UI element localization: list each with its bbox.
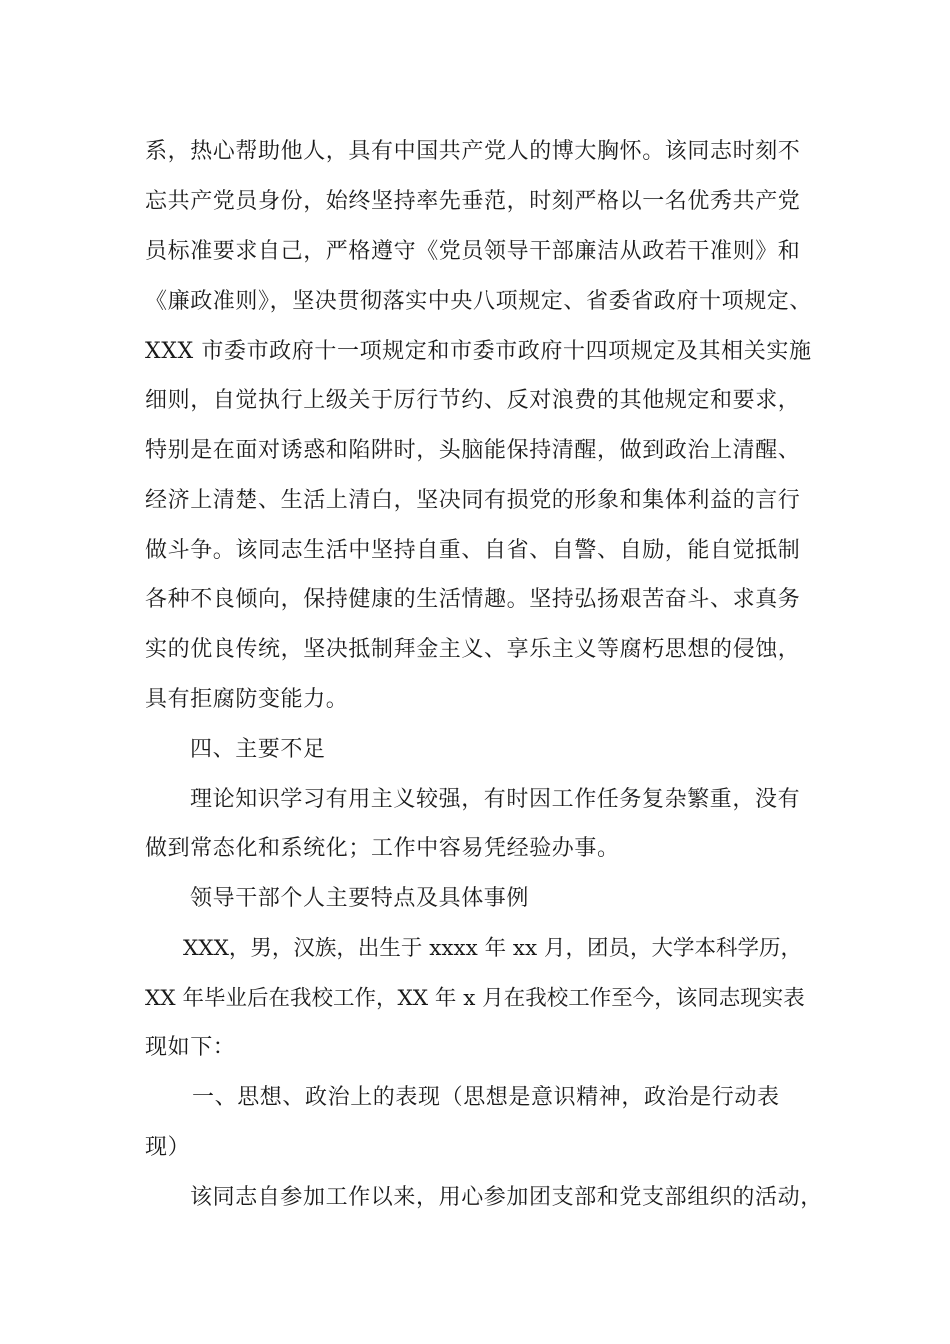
text-line: 实的优良传统，坚决抵制拜金主义、享乐主义等腐朽思想的侵蚀， <box>145 637 801 662</box>
text-line: 具有拒腐防变能力。 <box>145 687 349 712</box>
section-heading: 一、思想、政治上的表现（思想是意识精神，政治是行动表 <box>192 1085 780 1110</box>
text-line: 员标准要求自己，严格遵守《党员领导干部廉洁从政若干准则》和 <box>145 239 801 264</box>
text-line: XX 年毕业后在我校工作，XX 年 x 月在我校工作至今，该同志现实表 <box>145 986 805 1011</box>
text-line: 《廉政准则》，坚决贯彻落实中央八项规定、省委省政府十项规定、 <box>145 289 813 314</box>
text-line: 特别是在面对诱惑和陷阱时，头脑能保持清醒，做到政治上清醒、 <box>145 438 801 463</box>
text-line: 做斗争。该同志生活中坚持自重、自省、自警、自励，能自觉抵制 <box>145 538 801 563</box>
text-line: 各种不良倾向，保持健康的生活情趣。坚持弘扬艰苦奋斗、求真务 <box>145 587 801 612</box>
text-line: 现如下： <box>145 1035 236 1060</box>
text-line: 经济上清楚、生活上清白，坚决同有损党的形象和集体利益的言行 <box>145 488 801 513</box>
text-line: 细则，自觉执行上级关于厉行节约、反对浪费的其他规定和要求， <box>145 388 801 413</box>
text-line: 做到常态化和系统化；工作中容易凭经验办事。 <box>145 836 620 861</box>
text-line: 现） <box>145 1135 191 1160</box>
paragraph-first-line: 理论知识学习有用主义较强，有时因工作任务复杂繁重，没有 <box>190 787 801 812</box>
text-line: 忘共产党员身份，始终坚持率先垂范，时刻严格以一名优秀共产党 <box>145 189 801 214</box>
text-line: 系，热心帮助他人，具有中国共产党人的博大胸怀。该同志时刻不 <box>145 139 801 164</box>
section-heading: 四、主要不足 <box>190 737 326 762</box>
paragraph-first-line: 该同志自参加工作以来，用心参加团支部和党支部组织的活动， <box>190 1185 823 1210</box>
text-line: XXX 市委市政府十一项规定和市委市政府十四项规定及其相关实施 <box>145 339 812 364</box>
paragraph-first-line: XXX，男，汉族，出生于 xxxx 年 xx 月，团员，大学本科学历， <box>183 936 803 961</box>
document-subtitle: 领导干部个人主要特点及具体事例 <box>190 886 530 911</box>
